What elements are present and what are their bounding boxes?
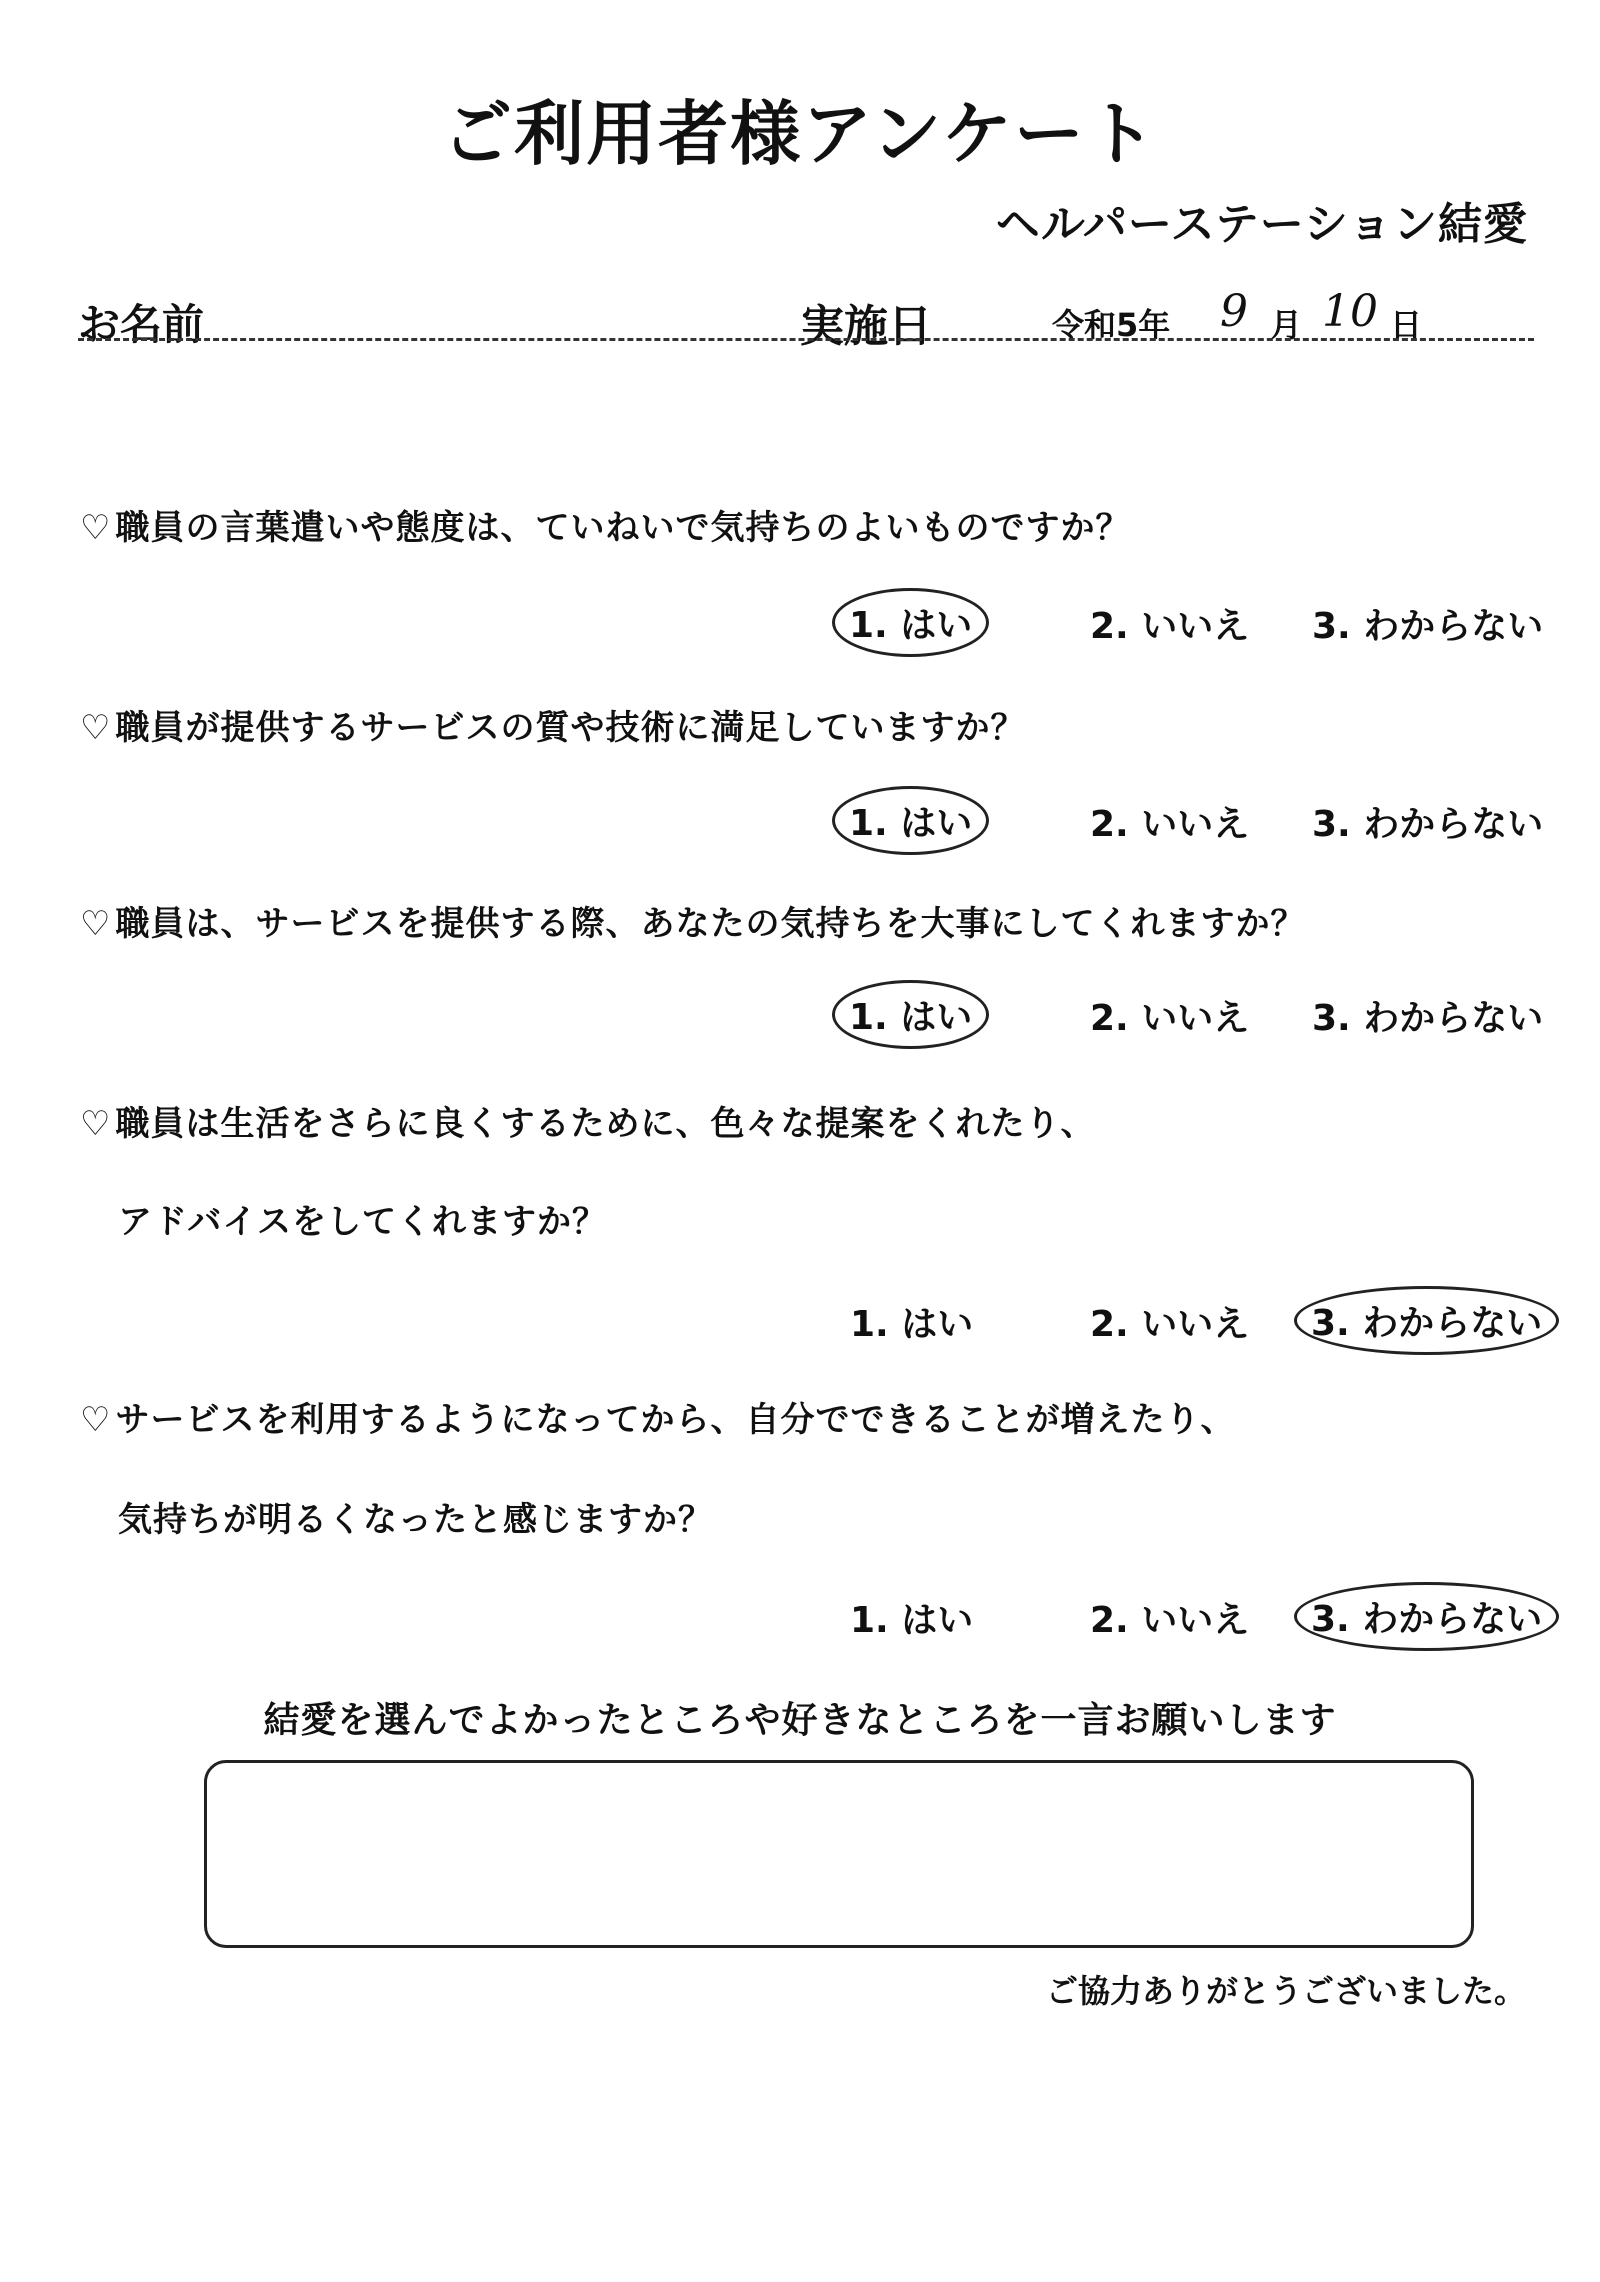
question-4-text: 職員は生活をさらに良くするために、色々な提案をくれたり、 — [115, 1104, 1096, 1144]
q4-option-yes[interactable]: 1. はい — [850, 1304, 974, 1345]
page-title: ご利用者様アンケート — [442, 93, 1158, 175]
question-2-options — [0, 792, 1600, 852]
date-label: 実施日 — [800, 301, 932, 352]
question-2 — [80, 700, 1025, 749]
question-3 — [80, 896, 1305, 945]
q2-option-no[interactable]: 2. いいえ — [1090, 804, 1250, 845]
q1-option-yes[interactable]: 1. はい — [832, 588, 989, 657]
q5-option-yes[interactable]: 1. はい — [850, 1600, 974, 1641]
comment-field[interactable] — [204, 1760, 1474, 1948]
question-1 — [80, 500, 1130, 549]
header-dashed-line — [78, 338, 1534, 341]
q2-option-yes[interactable]: 1. はい — [832, 786, 989, 855]
question-5 — [80, 1392, 1235, 1441]
question-1-text: 職員の言葉遣いや態度は、ていねいで気持ちのよいものですか？ — [115, 508, 1131, 548]
date-day-unit: 日 — [1390, 306, 1423, 344]
question-5-text-line2: 気持ちが明るくなったと感じますか？ — [118, 1500, 713, 1540]
heart-icon: ♡ — [80, 904, 112, 944]
comment-prompt: 結愛を選んでよかったところや好きなところを一言お願いします — [263, 1700, 1337, 1741]
question-5-text: サービスを利用するようになってから、自分でできることが増えたり、 — [115, 1400, 1236, 1440]
date-month-value[interactable]: 9 — [1220, 286, 1248, 337]
heart-icon: ♡ — [80, 1104, 112, 1144]
q2-option-unsure[interactable]: 3. わからない — [1312, 804, 1544, 845]
heart-icon: ♡ — [80, 708, 112, 748]
question-3-text: 職員は、サービスを提供する際、あなたの気持ちを大事にしてくれますか？ — [115, 904, 1306, 944]
date-month-unit: 月 — [1270, 306, 1303, 344]
name-label: お名前 — [78, 300, 205, 349]
question-5-options — [0, 1588, 1600, 1648]
q3-option-unsure[interactable]: 3. わからない — [1312, 998, 1544, 1039]
question-4-options — [0, 1292, 1600, 1352]
thanks-message: ご協力ありがとうございました。 — [1045, 1972, 1526, 2010]
q1-option-no[interactable]: 2. いいえ — [1090, 606, 1250, 647]
organization-name: ヘルパーステーション結愛 — [995, 199, 1528, 250]
q4-option-no[interactable]: 2. いいえ — [1090, 1304, 1250, 1345]
question-4 — [80, 1096, 1095, 1145]
date-era-year: 令和5年 — [1052, 306, 1171, 344]
q5-option-unsure[interactable]: 3. わからない — [1294, 1582, 1559, 1651]
q3-option-yes[interactable]: 1. はい — [832, 980, 989, 1049]
heart-icon: ♡ — [80, 1400, 112, 1440]
question-3-options — [0, 986, 1600, 1046]
date-day-value[interactable]: 10 — [1322, 286, 1378, 337]
question-1-options — [0, 594, 1600, 654]
q1-option-unsure[interactable]: 3. わからない — [1312, 606, 1544, 647]
q5-option-no[interactable]: 2. いいえ — [1090, 1600, 1250, 1641]
q3-option-no[interactable]: 2. いいえ — [1090, 998, 1250, 1039]
q4-option-unsure[interactable]: 3. わからない — [1294, 1286, 1559, 1355]
question-4-text-line2: アドバイスをしてくれますか？ — [118, 1202, 607, 1242]
question-2-text: 職員が提供するサービスの質や技術に満足していますか？ — [115, 708, 1026, 748]
heart-icon: ♡ — [80, 508, 112, 548]
